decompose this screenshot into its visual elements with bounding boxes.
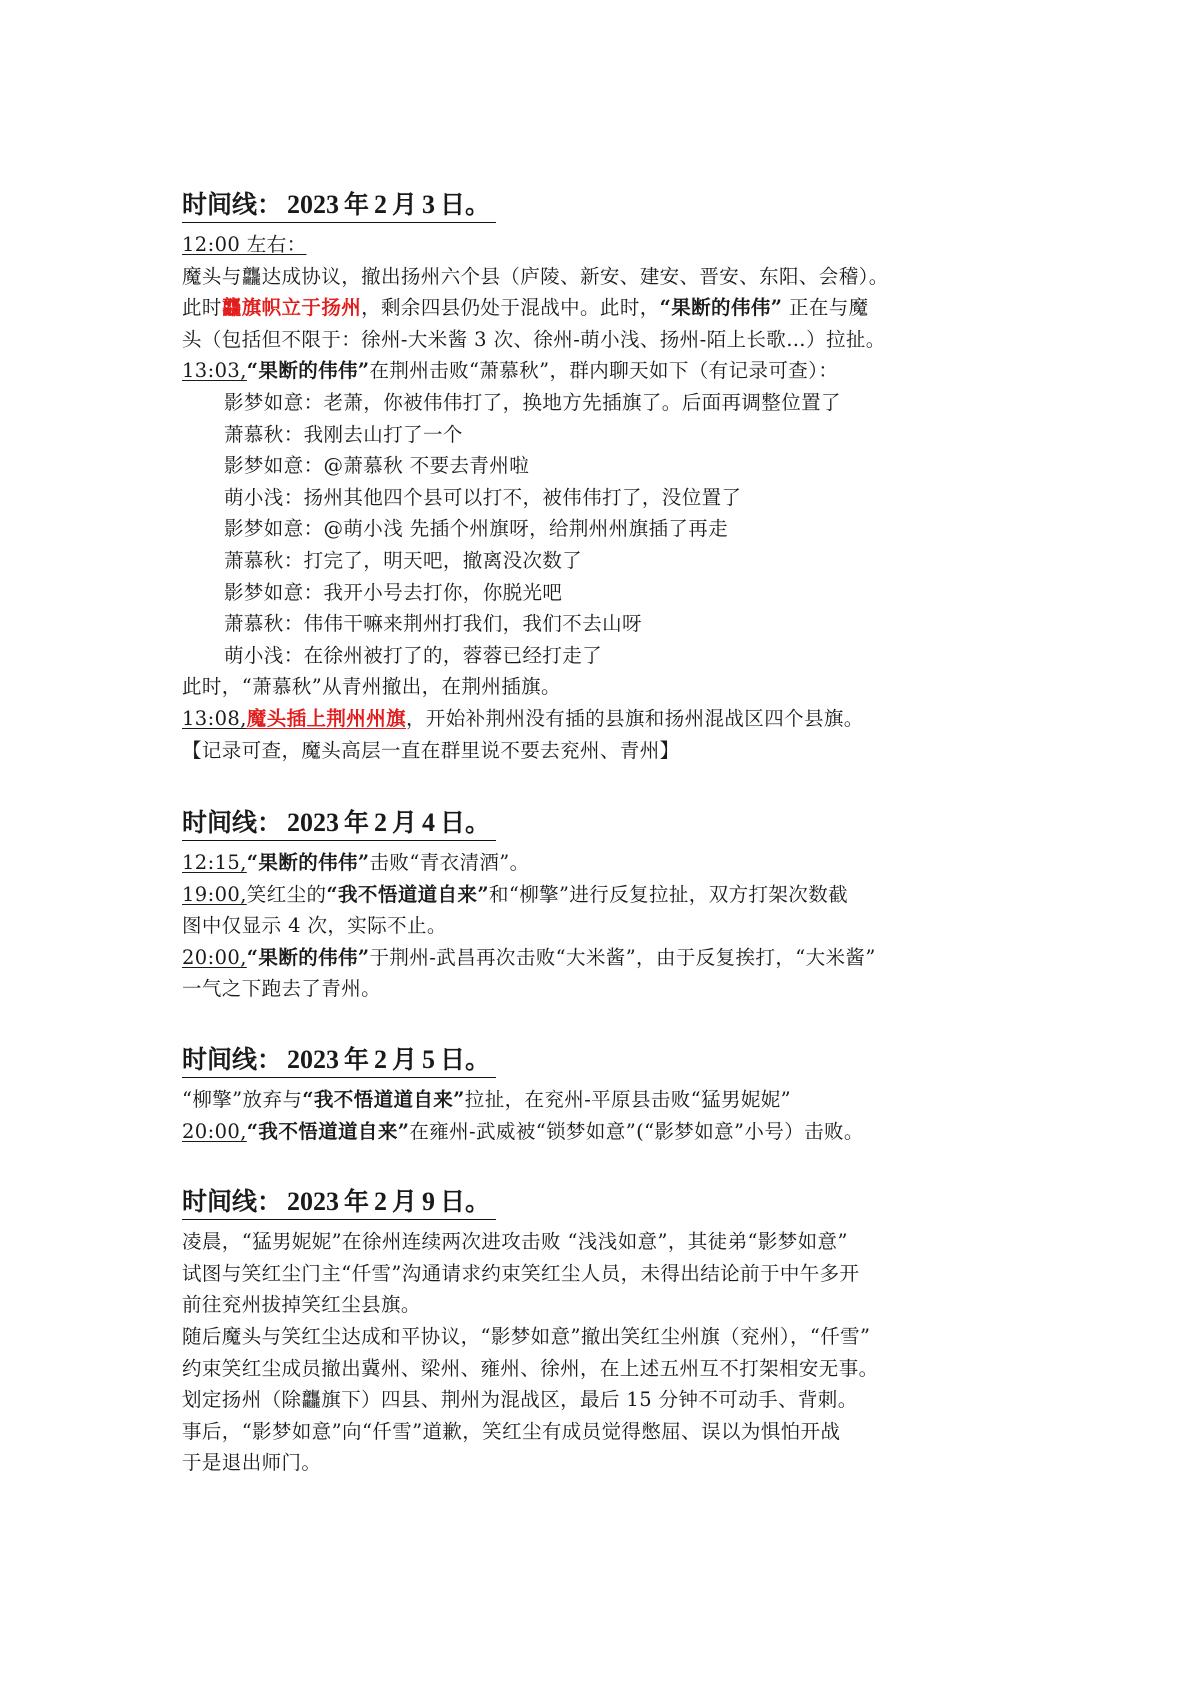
heading-month: 2 bbox=[374, 1045, 388, 1075]
timeline-line bbox=[182, 847, 1022, 879]
text: 划定扬州（除龘旗下）四县、荆州为混战区，最后 15 分钟不可动手、背刺。 bbox=[182, 1388, 858, 1412]
bold-name: “果断的伟伟” bbox=[246, 359, 370, 383]
timeline-line bbox=[182, 387, 1022, 419]
timeline-line bbox=[182, 513, 1022, 545]
text: 于是退出师门。 bbox=[182, 1451, 322, 1475]
chat-text: 萌小浅：在徐州被打了的，蓉蓉已经打走了 bbox=[224, 643, 603, 667]
timeline-section bbox=[182, 1043, 1022, 1147]
timeline-heading bbox=[182, 1185, 496, 1220]
timeline-line bbox=[182, 1289, 1022, 1321]
chat-text: 萌小浅：扬州其他四个县可以打不，被伟伟打了，没位置了 bbox=[224, 485, 742, 509]
timeline-line bbox=[182, 910, 1022, 942]
timeline-line bbox=[182, 1084, 1022, 1116]
timestamp: 13:03, bbox=[182, 359, 247, 383]
text: 拉扯，在兖州-平原县击败“猛男妮妮” bbox=[464, 1088, 792, 1112]
timeline-line bbox=[182, 324, 1022, 356]
heading-month: 2 bbox=[374, 1187, 388, 1217]
timeline-body bbox=[182, 1226, 1022, 1479]
timeline-line bbox=[182, 450, 1022, 482]
timeline-line bbox=[182, 1258, 1022, 1290]
heading-month: 2 bbox=[374, 808, 388, 838]
chat-text: 萧慕秋：打完了，明天吧，撤离没次数了 bbox=[224, 548, 583, 572]
timeline-heading bbox=[182, 806, 496, 841]
timeline-line bbox=[182, 577, 1022, 609]
heading-day: 5 bbox=[422, 1045, 436, 1075]
text: 魔头与龘达成协议，撤出扬州六个县（庐陵、新安、建安、晋安、东阳、会稽）。 bbox=[182, 264, 889, 288]
timeline-line bbox=[182, 355, 1022, 387]
text: 击败“青衣清酒”。 bbox=[369, 851, 530, 875]
heading-d: 日。 bbox=[440, 1047, 491, 1075]
timeline-line bbox=[182, 261, 1022, 293]
timeline-line bbox=[182, 419, 1022, 451]
text: 此时 bbox=[182, 296, 222, 320]
text: 在荆州击败“萧慕秋”，群内聊天如下（有记录可查）： bbox=[369, 359, 839, 383]
text: 和“柳擎”进行反复拉扯，双方打架次数截 bbox=[488, 882, 848, 906]
timeline-line bbox=[182, 671, 1022, 703]
timeline-line bbox=[182, 1384, 1022, 1416]
timeline-line bbox=[182, 1116, 1022, 1148]
timeline-line bbox=[182, 640, 1022, 672]
heading-day: 9 bbox=[422, 1187, 436, 1217]
timestamp: 13:08, bbox=[182, 706, 247, 730]
text: 此时，“萧慕秋”从青州撤出，在荆州插旗。 bbox=[182, 675, 561, 699]
bold-name: “果断的伟伟” bbox=[246, 851, 370, 875]
timeline-line bbox=[182, 942, 1022, 974]
timeline-line bbox=[182, 1321, 1022, 1353]
highlight-text: 龘旗帜立于扬州 bbox=[221, 296, 362, 320]
text: 图中仅显示 4 次，实际不止。 bbox=[182, 914, 447, 938]
heading-d: 日。 bbox=[440, 1189, 491, 1217]
text: 在雍州-武威被“锁梦如意”(“影梦如意”小号）击败。 bbox=[409, 1119, 864, 1143]
timeline-line bbox=[182, 1226, 1022, 1258]
heading-y: 年 bbox=[344, 192, 370, 219]
heading-y: 年 bbox=[344, 810, 370, 838]
chat-text: 影梦如意：老萧，你被伟伟打了，换地方先插旗了。后面再调整位置了 bbox=[224, 390, 841, 414]
text: 约束笑红尘成员撤出冀州、梁州、雍州、徐州，在上述五州互不打架相安无事。 bbox=[182, 1356, 879, 1380]
heading-year: 2023 bbox=[287, 808, 340, 838]
text: 笑红尘的 bbox=[246, 882, 327, 906]
bold-name: “我不悟道道自来” bbox=[246, 1119, 410, 1143]
timeline-line bbox=[182, 292, 1022, 324]
text: 前往兖州拔掉笑红尘县旗。 bbox=[182, 1293, 421, 1317]
heading-year: 2023 bbox=[287, 1187, 340, 1217]
chat-text: 萧慕秋：我刚去山打了一个 bbox=[224, 422, 463, 446]
timeline-line bbox=[182, 229, 1022, 261]
timeline-line bbox=[182, 545, 1022, 577]
timeline-heading bbox=[182, 188, 496, 223]
timeline-body bbox=[182, 847, 1022, 1005]
bold-name: “我不悟道道自来” bbox=[326, 882, 489, 906]
timestamp: 20:00, bbox=[182, 1119, 247, 1143]
heading-y: 年 bbox=[344, 1189, 370, 1217]
timeline-line bbox=[182, 482, 1022, 514]
bold-name: “我不悟道道自来” bbox=[302, 1088, 465, 1112]
heading-year: 2023 bbox=[287, 190, 340, 219]
timeline-section bbox=[182, 1185, 1022, 1479]
text: 【记录可查，魔头高层一直在群里说不要去兖州、青州】 bbox=[182, 738, 680, 762]
heading-d: 日。 bbox=[440, 810, 491, 838]
text: ，剩余四县仍处于混战中。此时， bbox=[361, 296, 660, 320]
chat-text: 影梦如意：@萌小浅 先插个州旗呀，给荆州州旗插了再走 bbox=[224, 517, 729, 541]
timeline-body bbox=[182, 1084, 1022, 1147]
heading-m: 月 bbox=[392, 192, 418, 219]
heading-m: 月 bbox=[392, 1189, 418, 1217]
timeline-line bbox=[182, 1416, 1022, 1448]
text: 事后，“影梦如意”向“仟雪”道歉，笑红尘有成员觉得憋屈、误以为惧怕开战 bbox=[182, 1419, 841, 1443]
timeline-line bbox=[182, 703, 1022, 735]
bold-name: “果断的伟伟” bbox=[246, 945, 370, 969]
text: 一气之下跑去了青州。 bbox=[182, 977, 382, 1001]
timeline-line bbox=[182, 1353, 1022, 1385]
timeline-line bbox=[182, 735, 1022, 767]
heading-prefix: 时间线： bbox=[182, 192, 283, 219]
heading-m: 月 bbox=[392, 810, 418, 838]
text: 于荆州-武昌再次击败“大米酱”，由于反复挨打，“大米酱” bbox=[369, 945, 876, 969]
timeline-heading bbox=[182, 1043, 496, 1078]
text: 正在与魔 bbox=[782, 296, 869, 320]
text: 凌晨，“猛男妮妮”在徐州连续两次进攻击败 “浅浅如意”，其徒弟“影梦如意” bbox=[182, 1230, 848, 1254]
heading-day: 4 bbox=[422, 808, 436, 838]
timestamp: 19:00, bbox=[182, 882, 247, 906]
heading-year: 2023 bbox=[287, 1045, 340, 1075]
timeline-body bbox=[182, 229, 1022, 766]
chat-text: 影梦如意：@萧慕秋 不要去青州啦 bbox=[224, 454, 530, 478]
text: 试图与笑红尘门主“仟雪”沟通请求约束笑红尘人员，未得出结论前于中午多开 bbox=[182, 1261, 860, 1285]
document-content bbox=[182, 188, 1022, 1517]
timestamp-highlight: 魔头插上荆州州旗 bbox=[246, 706, 406, 730]
heading-day: 3 bbox=[422, 190, 436, 219]
timestamp: 12:00 左右： bbox=[182, 233, 307, 256]
timeline-line bbox=[182, 879, 1022, 911]
heading-m: 月 bbox=[392, 1047, 418, 1075]
heading-d: 日。 bbox=[440, 192, 491, 219]
text: 头（包括但不限于：徐州-大米酱 3 次、徐州-萌小浅、扬州-陌上长歌…）拉扯。 bbox=[182, 327, 886, 351]
heading-prefix: 时间线： bbox=[182, 1047, 283, 1075]
timeline-section bbox=[182, 806, 1022, 1005]
timestamp: 20:00, bbox=[182, 945, 247, 969]
timeline-section bbox=[182, 188, 1022, 766]
timeline-line bbox=[182, 1447, 1022, 1479]
chat-text: 萧慕秋：伟伟干嘛来荆州打我们，我们不去山呀 bbox=[224, 612, 642, 636]
heading-y: 年 bbox=[344, 1047, 370, 1075]
text: 随后魔头与笑红尘达成和平协议，“影梦如意”撤出笑红尘州旗（兖州），“仟雪” bbox=[182, 1325, 871, 1349]
heading-prefix: 时间线： bbox=[182, 810, 283, 838]
chat-text: 影梦如意：我开小号去打你，你脱光吧 bbox=[224, 580, 563, 604]
timeline-line bbox=[182, 973, 1022, 1005]
bold-name: “果断的伟伟” bbox=[659, 296, 783, 320]
text: “柳擎”放弃与 bbox=[182, 1088, 303, 1112]
timeline-line bbox=[182, 608, 1022, 640]
timestamp: 12:15, bbox=[182, 851, 247, 875]
heading-month: 2 bbox=[374, 190, 388, 219]
text: ，开始补荆州没有插的县旗和扬州混战区四个县旗。 bbox=[406, 706, 864, 730]
heading-prefix: 时间线： bbox=[182, 1189, 283, 1217]
